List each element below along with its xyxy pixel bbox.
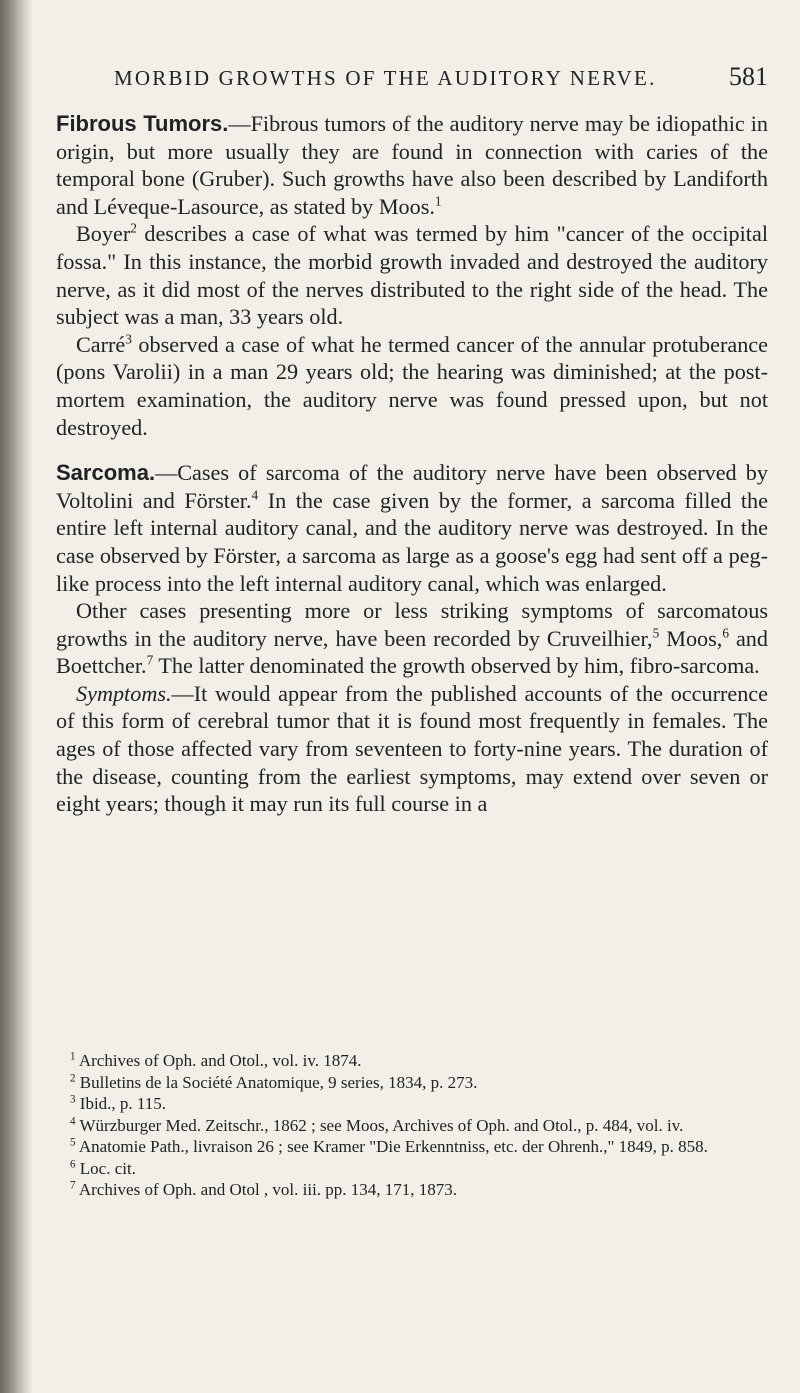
footnote-mark: 4 [70, 1114, 76, 1127]
footnote-ref: 4 [251, 487, 259, 503]
footnote-text: Ibid., p. 115. [79, 1094, 167, 1113]
paragraph-symptoms [56, 680, 768, 818]
footnote-ref: 1 [434, 193, 442, 209]
paragraph-text: and Boettcher. [56, 625, 768, 679]
footnote-ref: 5 [652, 625, 660, 641]
running-head [56, 62, 768, 100]
footnote-ref: 2 [130, 220, 137, 236]
footnote-mark: 1 [70, 1050, 76, 1063]
footnote-ref: 6 [722, 625, 729, 641]
footnote-text: Würzburger Med. Zeitschr., 1862 ; see Moos, Archives of Oph. and Otol., p. 484, vol. iv. [79, 1115, 684, 1135]
paragraph-sarcoma [56, 459, 768, 597]
paragraph-text: The latter denominated the growth observed by him, fibro-sarcoma. [153, 653, 760, 679]
section-heading-sarcoma: Sarcoma. [56, 460, 156, 486]
subheading-symptoms: Symptoms. [76, 680, 172, 706]
footnote [56, 1072, 768, 1094]
footnote-text: Anatomie Path., livraison 26 ; see Kramer "Die Erkenntniss, etc. der Ohrenh.," 1849, p. 858. [78, 1137, 708, 1156]
body-text [56, 110, 768, 818]
footnote-ref: 3 [125, 331, 132, 347]
paragraph-text: In the case given by the former, a sarcoma filled the entire left internal auditory canal, and the auditory nerve was destroyed. In the case observed by Förster, a sarcoma as large as a goose's egg had sent off a peg-like process into the left internal auditory canal, which was enlarged. [56, 487, 768, 596]
footnote-mark: 2 [70, 1071, 76, 1084]
footnote-mark: 7 [70, 1179, 76, 1192]
paragraph-carre [56, 331, 768, 441]
paragraph-text: —Fibrous tumors of the auditory nerve may be idiopathic in origin, but more usually they are found in connection with caries of the temporal bone (Gruber). Such growths have also been described by Landiforth and Léveque-Lasource, as stated by Moos. [56, 111, 768, 219]
running-title: MORBID GROWTHS OF THE AUDITORY NERVE. [114, 66, 657, 90]
paragraph-text: describes a case of what was termed by him "cancer of the occipital fossa." In this instance, the morbid growth invaded and destroyed the auditory nerve, as it did most of the nerves distributed to the right side of the head. The subject was a man, 33 years old. [56, 221, 768, 330]
footnote [56, 1158, 768, 1180]
book-page [56, 0, 768, 1393]
paragraph-text: Carré [76, 331, 126, 357]
paragraph-text: Moos, [659, 625, 723, 651]
footnote-text: Archives of Oph. and Otol., vol. iv. 1874. [78, 1051, 362, 1070]
paragraph-text: —It would appear from the published accounts of the occurrence of this form of cerebral tumor that it is found most frequently in females. The ages of those affected vary from seventeen to forty-nine years. The duration of the disease, counting from the earliest symptoms, may extend over seven or eight years; though it may run its full course in a [56, 680, 768, 817]
footnote [56, 1179, 768, 1201]
footnote-ref: 7 [146, 652, 154, 668]
footnote-text: Loc. cit. [79, 1158, 136, 1178]
paragraph-other-cases [56, 597, 768, 680]
paragraph-boyer [56, 220, 768, 330]
footnote-mark: 6 [70, 1157, 76, 1170]
page-binding-edge [0, 0, 34, 1393]
footnotes [56, 1050, 768, 1201]
footnote-mark: 5 [70, 1136, 76, 1149]
paragraph-text: Boyer [76, 221, 131, 247]
footnote-mark: 3 [70, 1093, 76, 1106]
paragraph-text: —Cases of sarcoma of the auditory nerve have been observed by Voltolini and Förster. [56, 460, 768, 513]
paragraph-text: observed a case of what he termed cancer of the annular protuberance (pons Varolii) in a man 29 years old; the hearing was diminished; at the post-mortem examination, the auditory nerve was found pressed upon, but not destroyed. [56, 331, 768, 440]
section-heading-fibrous-tumors: Fibrous Tumors. [56, 111, 229, 136]
page-number: 581 [729, 62, 768, 91]
footnote [56, 1093, 768, 1115]
paragraph-text: Other cases presenting more or less striking symptoms of sarcomatous growths in the auditory nerve, have been recorded by Cruveilhier, [56, 598, 768, 651]
footnote-text: Bulletins de la Société Anatomique, 9 series, 1834, p. 273. [79, 1072, 478, 1092]
paragraph-fibrous-tumors [56, 110, 768, 220]
footnote [56, 1136, 768, 1158]
footnote [56, 1050, 768, 1072]
footnote [56, 1115, 768, 1137]
footnote-text: Archives of Oph. and Otol , vol. iii. pp. 134, 171, 1873. [78, 1180, 458, 1199]
